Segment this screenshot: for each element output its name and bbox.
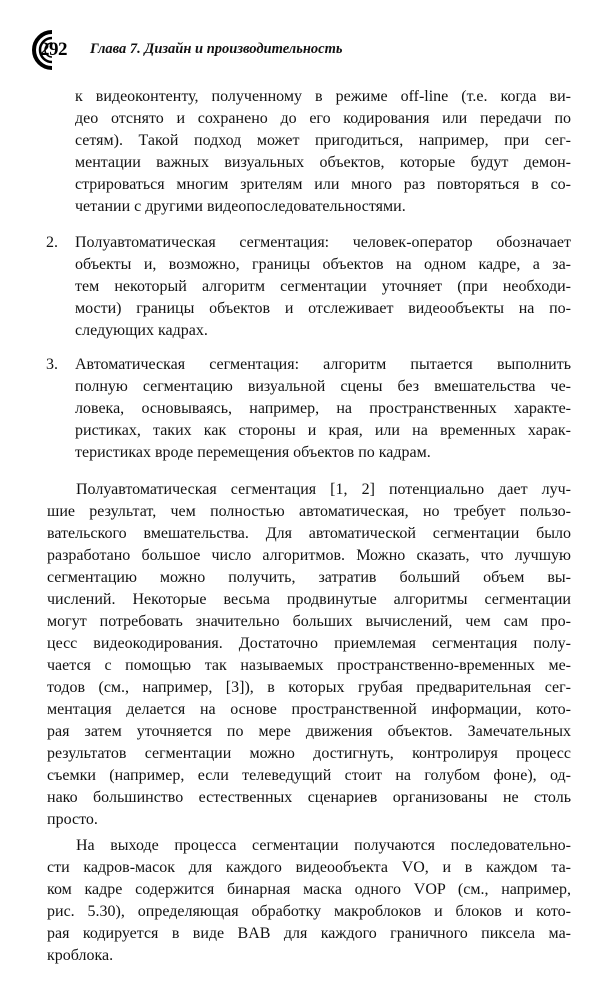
text-line: сетям). Такой подход может пригодиться, например, при сег-: [75, 132, 571, 149]
text-line: сти кадров-масок для каждого видеообъекта VO, и в каждом та-: [47, 859, 571, 876]
running-title: Глава 7. Дизайн и производительность: [90, 41, 343, 57]
text-line: шие результат, чем полностью автоматическая, но требует пользо-: [47, 503, 571, 520]
text-line: ком кадре содержится бинарная маска одного VOP (см., например,: [47, 881, 571, 898]
text-line: рая затем уточняется по мере движения объектов. Замечательных: [47, 723, 571, 740]
text-line: вательского вмешательства. Для автоматической сегментации было: [47, 525, 571, 542]
text-line: просто.: [47, 811, 98, 828]
text-line: числений. Некоторые весьма продвинутые алгоритмы сегментации: [47, 591, 571, 608]
text-line: део отснято и сохранено до его кодирования или передачи по: [75, 110, 571, 127]
text-line: чается с помощью так называемых пространственно-временных ме-: [47, 657, 571, 674]
text-line: Автоматическая сегментация: алгоритм пытается выполнить: [75, 356, 571, 373]
text-line: могут потребовать значительно больших вычислений, чем сам про-: [47, 613, 571, 630]
text-line: нако большинство естественных сценариев организованы не столь: [47, 789, 571, 806]
text-line: стрироваться многим зрителям или много раз повторяться в со-: [75, 176, 571, 193]
text-line: разработано большое число алгоритмов. Можно сказать, что лучшую: [47, 547, 571, 564]
text-line: рая кодируется в виде BAB для каждого граничного пиксела ма-: [47, 925, 571, 942]
text-line: полную сегментацию визуальной сцены без вмешательства че-: [75, 378, 571, 395]
text-line: кроблока.: [47, 947, 114, 964]
text-line: цесс видеокодирования. Достаточно приемлемая сегментация полу-: [47, 635, 571, 652]
text-line: результатов сегментации можно достигнуть, контролируя процесс: [47, 745, 571, 762]
text-line: ловека, основываясь, например, на пространственных характе-: [75, 400, 571, 417]
text-line: сегментацию можно получить, затратив больший объем вы-: [47, 569, 571, 586]
text-line: ментация делается на основе пространственной информации, кото-: [47, 701, 571, 718]
text-line: тодов (см., например, [3]), в которых грубая предварительная сег-: [47, 679, 571, 696]
text-line: Полуавтоматическая сегментация: человек-оператор обозначает: [75, 234, 571, 251]
text-line: ментации важных визуальных объектов, которые будут демон-: [75, 154, 571, 171]
list-item-number: 3.: [46, 356, 58, 373]
text-line: тем некоторый алгоритм сегментации уточняет (при необходи-: [75, 278, 571, 295]
text-line: съемки (например, если телеведущий стоит на голубом фоне), од-: [47, 767, 571, 784]
text-line: следующих кадрах.: [75, 322, 208, 339]
list-item-number: 2.: [46, 234, 58, 251]
text-line: четании с другими видеопоследовательностями.: [75, 198, 406, 215]
text-line: Полуавтоматическая сегментация [1, 2] потенциально дает луч-: [76, 481, 571, 498]
text-line: к видеоконтенту, полученному в режиме off-line (т.е. когда ви-: [75, 88, 571, 105]
text-line: На выходе процесса сегментации получаются последовательно-: [76, 837, 571, 854]
text-line: ристиках, таких как стороны и края, или на временных харак-: [75, 422, 571, 439]
text-line: теристиках вроде перемещения объектов по кадрам.: [75, 444, 431, 461]
text-line: рис. 5.30), определяющая обработку макроблоков и блоков и кото-: [47, 903, 571, 920]
text-line: объекты и, возможно, границы объектов на одном кадре, а за-: [75, 256, 571, 273]
text-line: мости) границы объектов и отслеживает видеообъекты на по-: [75, 300, 571, 317]
page-number: 292: [40, 39, 67, 60]
